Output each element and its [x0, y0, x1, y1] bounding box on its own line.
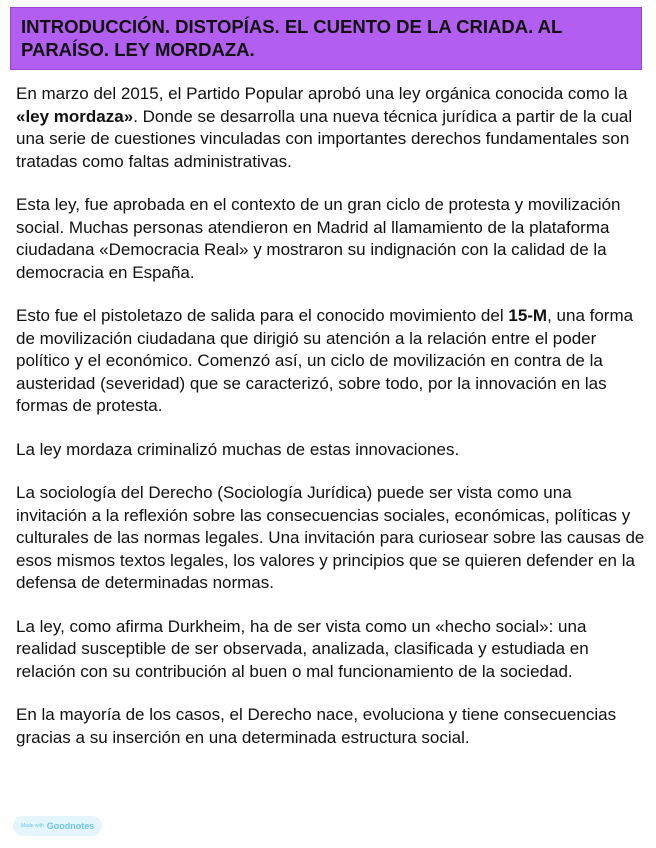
bold-term-ley-mordaza: «ley mordaza»: [16, 106, 134, 126]
paragraph-text: Esto fue el pistoletazo de salida para el conocido movimiento del: [16, 306, 509, 325]
badge-brand: Goodnotes: [46, 821, 95, 831]
paragraph-ley-mordaza: [16, 83, 646, 173]
title-banner: [10, 7, 642, 70]
paragraph-derecho: En la mayoría de los casos, el Derecho nace, evoluciona y tiene consecuencias gracias a su inserción en una determinada estructura social.: [16, 705, 617, 747]
paragraph-text: . Donde se desarrolla una nueva técnica jurídica a partir de la cual una serie de cuestiones vinculadas con importantes derechos fundamentales son tratadas como faltas administrativas.: [16, 106, 633, 171]
document-body: [16, 83, 646, 770]
page-title: INTRODUCCIÓN. DISTOPÍAS. EL CUENTO DE LA CRIADA. AL PARAÍSO. LEY MORDAZA.: [21, 16, 562, 60]
made-with-goodnotes-badge: [13, 816, 102, 836]
bold-term-15m: 15-M: [508, 306, 548, 325]
paragraph-15m: [16, 305, 646, 418]
paragraph-criminalizo: La ley mordaza criminalizó muchas de estas innovaciones.: [16, 439, 460, 459]
paragraph-text: , una forma de movilización ciudadana que dirigió su atención a la relación entre el poder político y el económico. Comenzó así, un ciclo de movilización en contra de la austeridad (severidad) que se caracterizó, sobre todo, por la innovación en las formas de protesta.: [16, 306, 634, 415]
paragraph-text: En marzo del 2015, el Partido Popular aprobó una ley orgánica conocida como la: [16, 84, 628, 103]
paragraph-sociologia: La sociología del Derecho (Sociología Jurídica) puede ser vista como una invitación a la reflexión sobre las consecuencias sociales, económicas, políticas y culturales de las normas legales. Una invitación para curiosear sobre las causas de esos mismos textos legales, los valores y principios que se quieren defender en la defensa de determinadas normas.: [16, 483, 645, 592]
paragraph-durkheim: La ley, como afirma Durkheim, ha de ser vista como un «hecho social»: una realidad susceptible de ser observada, analizada, clasificada y estudiada en relación con su contribución al buen o mal funcionamiento de la sociedad.: [16, 616, 589, 681]
paragraph-contexto: Esta ley, fue aprobada en el contexto de un gran ciclo de protesta y movilización social. Muchas personas atendieron en Madrid al llamamiento de la plataforma ciudadana «Democracia Real» y mostraron su indignación con la calidad de la democracia en España.: [16, 195, 621, 282]
badge-prefix: Made with: [21, 823, 44, 829]
